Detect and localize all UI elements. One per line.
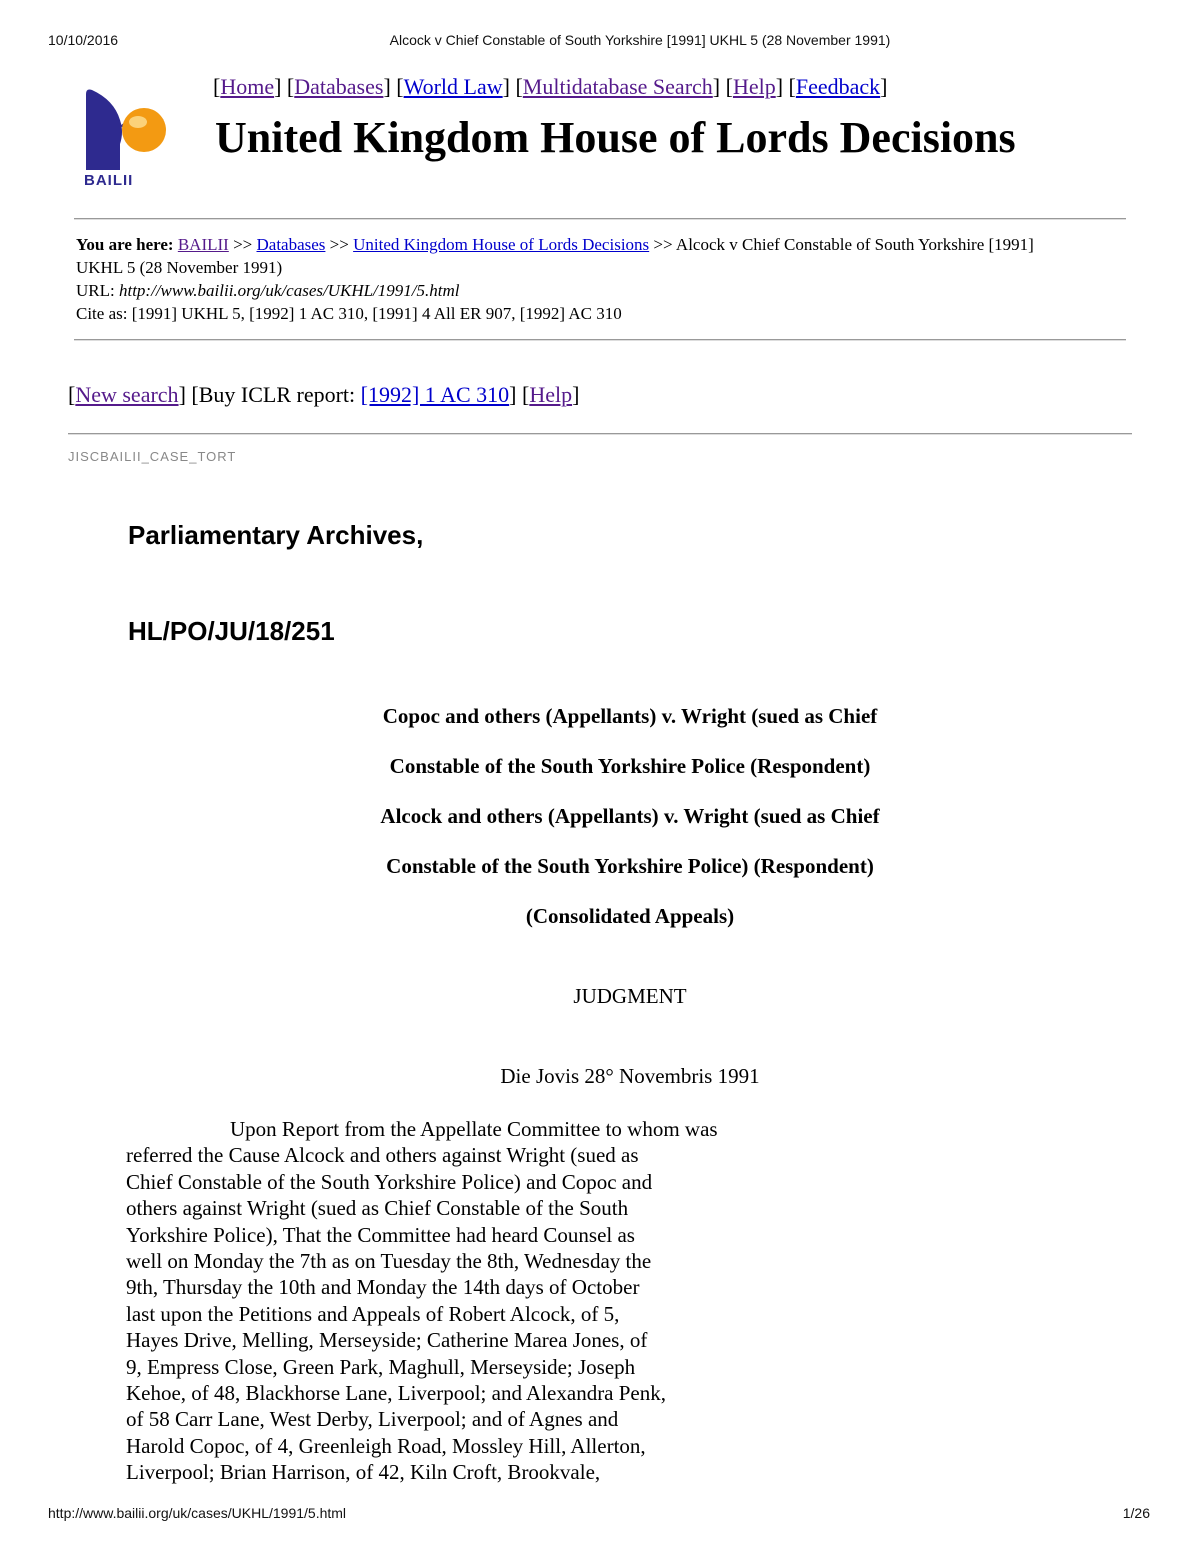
breadcrumb-current: Alcock v Chief Constable of South Yorkshire [1991] UKHL 5 (28 November 1991) (76, 235, 1034, 277)
nav-home-link[interactable]: Home (220, 74, 275, 99)
archive-reference: HL/PO/JU/18/251 (128, 616, 335, 646)
archive-title: Parliamentary Archives, (128, 520, 424, 550)
body-line: well on Monday the 7th as on Tuesday the 8th, Wednesday the (126, 1249, 652, 1274)
parties-line: Constable of the South Yorkshire Police (Respondent) (389, 754, 871, 778)
parties-line: Alcock and others (Appellants) v. Wright (sued as Chief (380, 804, 880, 828)
breadcrumb-bailii-link[interactable]: BAILII (177, 235, 229, 254)
breadcrumb-separator: >> (329, 235, 349, 254)
parties-line: Constable of the South Yorkshire Police) (Respondent) (386, 854, 874, 878)
parties-line: Copoc and others (Appellants) v. Wright (sued as Chief (382, 704, 878, 728)
breadcrumb-ukhl-link[interactable]: United Kingdom House of Lords Decisions (353, 235, 650, 254)
body-line: Kehoe, of 48, Blackhorse Lane, Liverpool; and Alexandra Penk, (126, 1381, 667, 1406)
breadcrumb-separator: >> (653, 235, 673, 254)
judgment-date: Die Jovis 28° Novembris 1991 (500, 1064, 760, 1088)
body-line: last upon the Petitions and Appeals of Robert Alcock, of 5, (126, 1301, 620, 1326)
nav-feedback-link[interactable]: Feedback (795, 74, 881, 99)
nav-help-link[interactable]: Help (732, 74, 776, 99)
body-line: Liverpool; Brian Harrison, of 42, Kiln Croft, Brookvale, (126, 1460, 601, 1485)
body-line: 9, Empress Close, Green Park, Maghull, Merseyside; Joseph (126, 1354, 636, 1379)
breadcrumb-separator: >> (233, 235, 253, 254)
bailii-logo[interactable] (80, 86, 176, 190)
case-actions: [New search] [Buy ICLR report: [1992] 1 AC 310] [Help] (68, 382, 580, 407)
nav-databases-link[interactable]: Databases (294, 74, 384, 99)
divider (74, 218, 1126, 220)
judgment-heading: JUDGMENT (573, 984, 687, 1008)
case-url: http://www.bailii.org/uk/cases/UKHL/1991/5.html (118, 281, 460, 300)
url-label: URL: (76, 281, 115, 300)
citation: [1991] UKHL 5, [1992] 1 AC 310, [1991] 4 All ER 907, [1992] AC 310 (131, 304, 622, 323)
body-line: 9th, Thursday the 10th and Monday the 14th days of October (126, 1275, 640, 1300)
body-line: Upon Report from the Appellate Committee to whom was (230, 1117, 718, 1141)
print-page-title: Alcock v Chief Constable of South Yorkshire [1991] UKHL 5 (28 November 1991) (389, 32, 891, 48)
breadcrumb-prefix: You are here: (76, 235, 174, 254)
help-link[interactable]: Help (529, 382, 573, 407)
case-category-tag: JISCBAILII_CASE_TORT (68, 449, 237, 464)
logo-text: BAILII (84, 172, 134, 189)
print-page-number: 1/26 (1122, 1505, 1150, 1521)
cite-label: Cite as: (76, 304, 128, 323)
body-line: Yorkshire Police), That the Committee had heard Counsel as (126, 1222, 635, 1247)
body-line: of 58 Carr Lane, West Derby, Liverpool; and of Agnes and (126, 1407, 619, 1432)
site-title: United Kingdom House of Lords Decisions (215, 113, 1016, 162)
buy-report-label: Buy ICLR report: (198, 382, 356, 407)
nav-world-law-link[interactable]: World Law (403, 74, 503, 99)
divider (68, 433, 1132, 435)
print-date: 10/10/2016 (48, 32, 119, 48)
breadcrumb-databases-link[interactable]: Databases (256, 235, 326, 254)
judgment-body (126, 1116, 786, 1486)
body-line: Chief Constable of the South Yorkshire Police) and Copoc and (126, 1169, 653, 1194)
print-footer-url: http://www.bailii.org/uk/cases/UKHL/1991/5.html (48, 1505, 347, 1521)
body-line: Harold Copoc, of 4, Greenleigh Road, Mossley Hill, Allerton, (126, 1433, 646, 1458)
new-search-link[interactable]: New search (75, 382, 179, 407)
top-nav: [Home] [Databases] [World Law] [Multidatabase Search] [Help] [Feedback] (213, 74, 888, 99)
breadcrumb (76, 233, 1076, 325)
nav-multidatabase-search-link[interactable]: Multidatabase Search (522, 74, 713, 99)
divider (74, 339, 1126, 341)
body-line: referred the Cause Alcock and others against Wright (sued as (126, 1143, 639, 1168)
parties-line: (Consolidated Appeals) (525, 904, 735, 928)
iclr-report-link[interactable]: [1992] 1 AC 310 (360, 382, 510, 407)
body-line: Hayes Drive, Melling, Merseyside; Catherine Marea Jones, of (126, 1328, 648, 1353)
body-line: others against Wright (sued as Chief Constable of the South (126, 1196, 629, 1221)
